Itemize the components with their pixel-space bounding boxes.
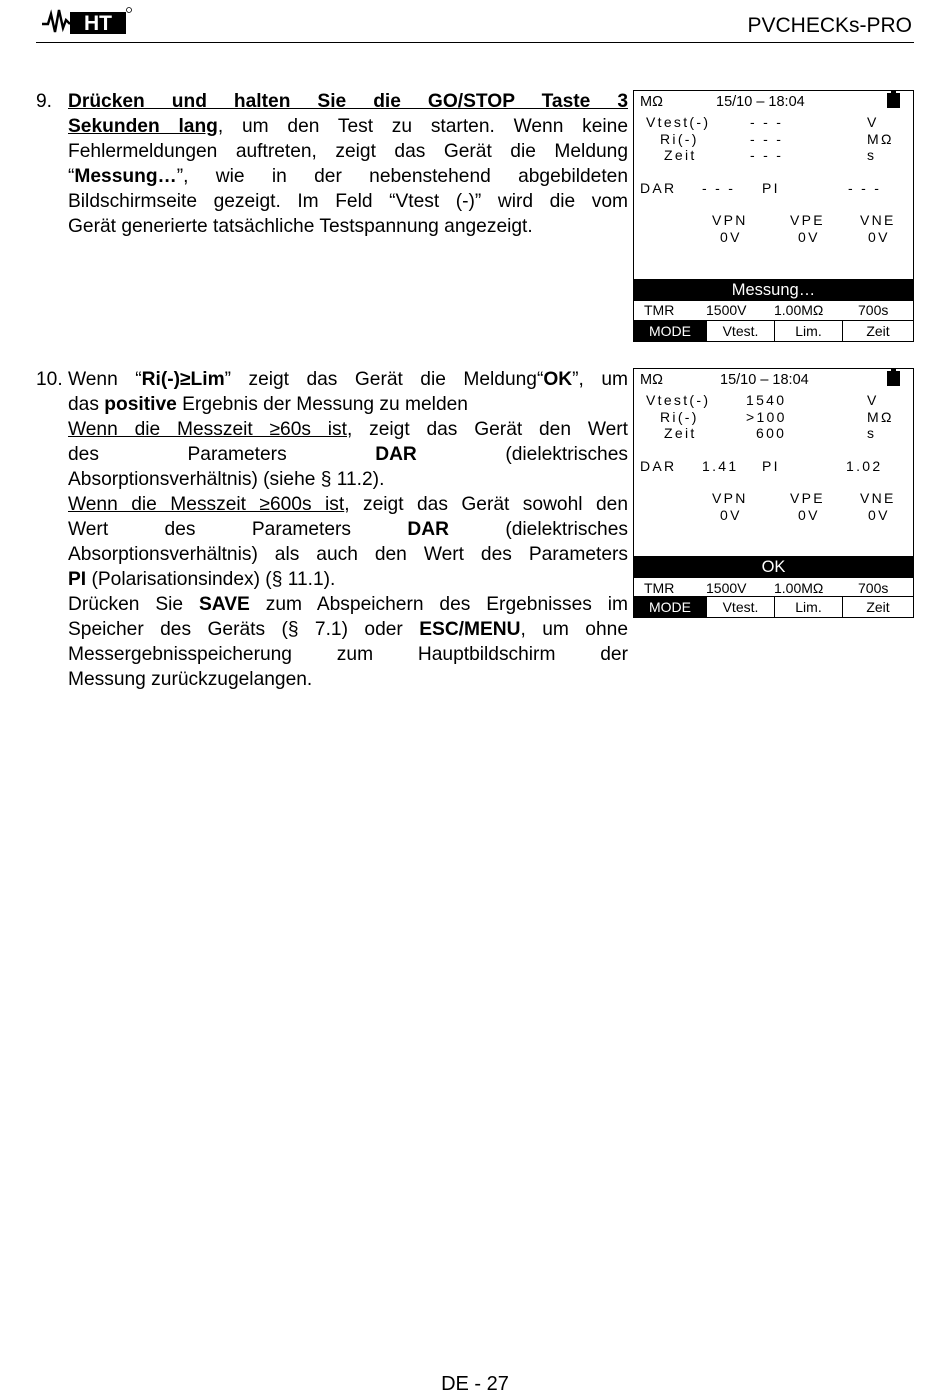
step-10 [36, 367, 628, 692]
pi-label: PI [762, 458, 780, 474]
step-9-text [68, 89, 628, 239]
softkey-zeit[interactable]: Zeit [842, 597, 913, 617]
text-line: Bildschirmseite gezeigt. Im Feld “Vtest (-)” wird die vom [68, 191, 628, 212]
text-line: Gerät generierte tatsächliche Testspannung angezeigt. [68, 216, 533, 237]
zeit-label: Zeit [664, 147, 697, 163]
dar-value: 1.41 [702, 458, 739, 474]
text-line: das positive Ergebnis der Messung zu melden [68, 394, 468, 415]
vtest-label: Vtest(-) [646, 114, 711, 130]
product-name: PVCHECKs-PRO [747, 14, 912, 37]
page-number: DE - 27 [441, 1373, 509, 1395]
vpe-label: VPE [790, 212, 825, 228]
pi-value: - - - [848, 180, 882, 196]
text-line: Drücken Sie SAVE zum Abspeichern des Ergebnisses im [68, 594, 628, 615]
vpe-label: VPE [790, 490, 825, 506]
tmr-label: TMR [644, 302, 675, 318]
logo-text: HT [84, 12, 112, 35]
ri-label: Ri(-) [660, 409, 699, 425]
ht-logo [40, 6, 132, 36]
vpn-value: 0V [720, 229, 742, 245]
ri-value: - - - [750, 131, 784, 147]
softkey-lim[interactable]: Lim. [774, 597, 842, 617]
ri-value: >100 [746, 409, 787, 425]
vtest-value: 1540 [746, 392, 787, 408]
text-line: Drücken und halten Sie die GO/STOP Taste 3 [68, 91, 628, 112]
text-line: des Parameters DAR (dielektrisches [68, 444, 628, 465]
softkey-vtest[interactable]: Vtest. [706, 597, 774, 617]
softkey-vtest[interactable]: Vtest. [706, 321, 774, 341]
text-line: “Messung…”, wie in der nebenstehend abgebildeten [68, 166, 628, 187]
tmr-label: TMR [644, 580, 675, 596]
unit-label: MΩ [640, 372, 663, 388]
pi-value: 1.02 [846, 458, 883, 474]
vpn-value: 0V [720, 507, 742, 523]
tmr-voltage: 1500V [706, 580, 747, 596]
battery-icon [887, 371, 900, 386]
pi-label: PI [762, 180, 780, 196]
vtest-value: - - - [750, 114, 784, 130]
text-line: Sekunden lang, um den Test zu starten. Wenn keine [68, 116, 628, 137]
header-rule [36, 42, 914, 43]
ht-logo-graphic [40, 6, 132, 36]
text-line: Wenn “Ri(-)≥Lim” zeigt das Gerät die Meldung“OK”, um [68, 369, 628, 390]
text-line: Wenn die Messzeit ≥60s ist, zeigt das Gerät den Wert [68, 419, 628, 440]
softkey-bar [634, 320, 913, 341]
dar-label: DAR [640, 458, 677, 474]
vpn-label: VPN [712, 490, 748, 506]
softkey-zeit[interactable]: Zeit [842, 321, 913, 341]
step-number: 10. [36, 369, 63, 390]
zeit-unit: s [867, 147, 877, 163]
battery-icon [887, 93, 900, 108]
softkey-mode[interactable]: MODE [634, 321, 706, 341]
dar-label: DAR [640, 180, 677, 196]
vpe-value: 0V [798, 229, 820, 245]
datetime: 15/10 – 18:04 [720, 372, 809, 388]
tmr-resistance: 1.00MΩ [774, 302, 824, 318]
timer-row [634, 301, 913, 319]
tmr-voltage: 1500V [706, 302, 747, 318]
step-number: 9. [36, 91, 53, 112]
text-line: Fehlermeldungen auftreten, zeigt das Gerät die Meldung [68, 141, 628, 162]
text-line: Wenn die Messzeit ≥600s ist, zeigt das Gerät sowohl den [68, 494, 628, 515]
vtest-label: Vtest(-) [646, 392, 711, 408]
zeit-label: Zeit [664, 425, 697, 441]
vpe-value: 0V [798, 507, 820, 523]
text-line: Messergebnisspeicherung zum Hauptbildschirm der [68, 644, 628, 665]
vne-label: VNE [860, 490, 896, 506]
text-line: Wert des Parameters DAR (dielektrisches [68, 519, 628, 540]
vtest-unit: V [867, 114, 879, 130]
status-message: Messung… [634, 279, 913, 301]
softkey-lim[interactable]: Lim. [774, 321, 842, 341]
tmr-resistance: 1.00MΩ [774, 580, 824, 596]
ri-unit: MΩ [867, 131, 894, 147]
zeit-value: - - - [750, 147, 784, 163]
vtest-unit: V [867, 392, 879, 408]
datetime: 15/10 – 18:04 [716, 94, 805, 110]
text-line: Absorptionsverhältnis) als auch den Wert des Parameters [68, 544, 628, 565]
text-line: Speicher des Geräts (§ 7.1) oder ESC/MENU, um ohne [68, 619, 628, 640]
softkey-bar [634, 596, 913, 617]
text-line: PI (Polarisationsindex) (§ 11.1). [68, 569, 336, 590]
text-line: Absorptionsverhältnis) (siehe § 11.2). [68, 469, 385, 490]
step-9 [36, 89, 628, 239]
text-line: Messung zurückzugelangen. [68, 669, 313, 690]
unit-label: MΩ [640, 94, 663, 110]
vpn-label: VPN [712, 212, 748, 228]
tmr-time: 700s [858, 580, 889, 596]
instrument-screen-measuring [633, 90, 914, 342]
zeit-unit: s [867, 425, 877, 441]
step-10-text [68, 367, 628, 692]
ri-label: Ri(-) [660, 131, 699, 147]
dar-value: - - - [702, 180, 736, 196]
status-message: OK [634, 556, 913, 578]
vne-label: VNE [860, 212, 896, 228]
vne-value: 0V [868, 229, 890, 245]
tmr-time: 700s [858, 302, 889, 318]
zeit-value: 600 [756, 425, 787, 441]
softkey-mode[interactable]: MODE [634, 597, 706, 617]
timer-row [634, 579, 913, 597]
ri-unit: MΩ [867, 409, 894, 425]
instrument-screen-ok [633, 368, 914, 618]
vne-value: 0V [868, 507, 890, 523]
